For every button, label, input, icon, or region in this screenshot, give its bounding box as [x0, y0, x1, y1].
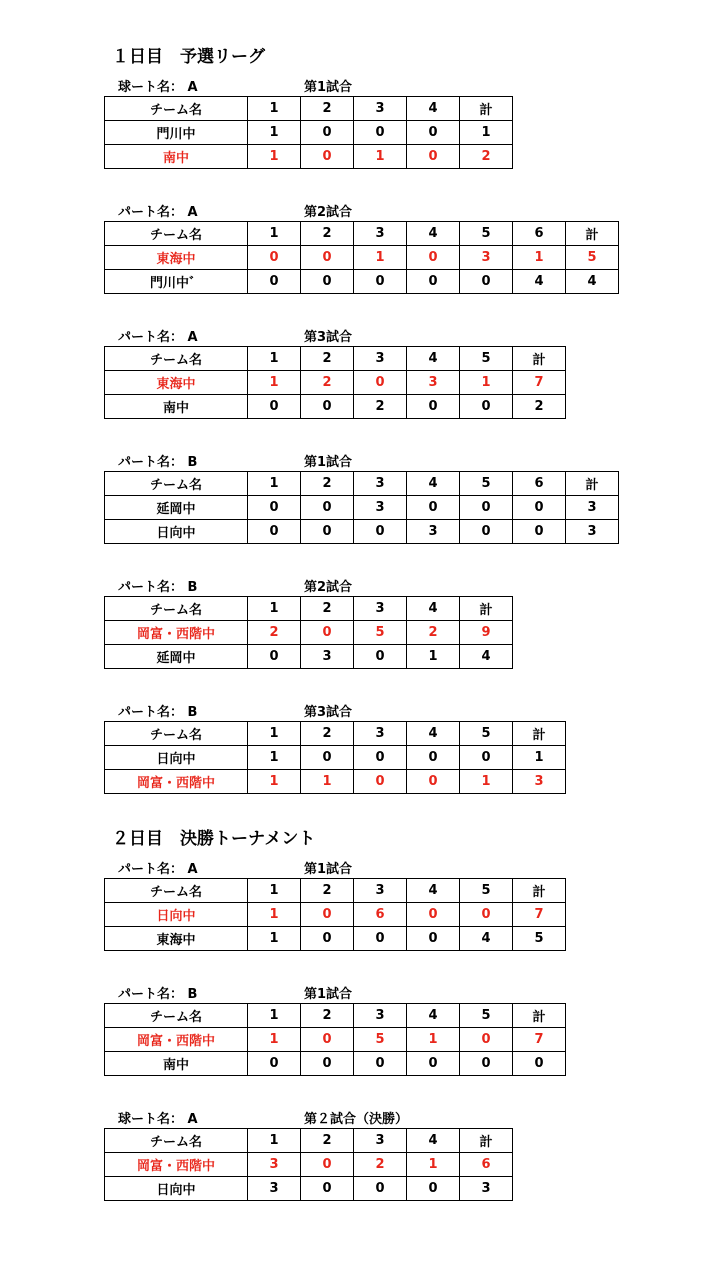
- score-cell: 0: [301, 621, 354, 645]
- inning-header: 計: [513, 347, 566, 371]
- score-cell: 0: [407, 395, 460, 419]
- score-cell: 0: [513, 1052, 566, 1076]
- score-cell: 0: [513, 520, 566, 544]
- team-row: [105, 496, 619, 520]
- score-cell: 0: [460, 496, 513, 520]
- score-cell: 1: [354, 145, 407, 169]
- inning-header: 3: [354, 722, 407, 746]
- score-cell: 0: [460, 270, 513, 294]
- score-cell: 4: [513, 270, 566, 294]
- inning-header: 計: [566, 222, 619, 246]
- team-row: [105, 645, 513, 669]
- inning-header: 1: [248, 97, 301, 121]
- team-name-header: チーム名: [105, 879, 248, 903]
- inning-header: 4: [407, 1004, 460, 1028]
- score-table: [104, 878, 566, 951]
- score-cell: 0: [354, 746, 407, 770]
- team-row: [105, 270, 619, 294]
- inning-header: 3: [354, 597, 407, 621]
- score-cell: 3: [407, 520, 460, 544]
- inning-header: 3: [354, 222, 407, 246]
- game-meta: [104, 699, 566, 721]
- game-block: [104, 574, 513, 669]
- score-cell: 2: [301, 371, 354, 395]
- team-name-header: チーム名: [105, 472, 248, 496]
- winner-row: [105, 1028, 566, 1052]
- team-name-cell: 岡富・西階中: [105, 621, 248, 645]
- score-cell: 2: [460, 145, 513, 169]
- court-label: パート名： B: [118, 580, 198, 595]
- inning-header: 1: [248, 1004, 301, 1028]
- score-table: [104, 1128, 513, 1201]
- inning-header: 5: [460, 722, 513, 746]
- game-label: 第1試合: [304, 987, 353, 1002]
- inning-header: 6: [513, 472, 566, 496]
- score-cell: 0: [407, 145, 460, 169]
- score-cell: 1: [248, 145, 301, 169]
- game-meta: [104, 324, 566, 346]
- inning-header: 計: [566, 472, 619, 496]
- game-meta: [104, 574, 513, 596]
- score-cell: 1: [460, 121, 513, 145]
- inning-header: 5: [460, 347, 513, 371]
- inning-header: 4: [407, 347, 460, 371]
- game-label: 第1試合: [304, 862, 353, 877]
- team-name-cell: 日向中: [105, 1177, 248, 1201]
- score-cell: 1: [460, 770, 513, 794]
- court-label: パート名： A: [118, 862, 198, 877]
- score-cell: 0: [301, 1153, 354, 1177]
- game-block: [104, 1106, 513, 1201]
- inning-header: 2: [301, 1004, 354, 1028]
- inning-header: 4: [407, 597, 460, 621]
- score-cell: 0: [460, 1028, 513, 1052]
- team-row: [105, 121, 513, 145]
- inning-header: 2: [301, 347, 354, 371]
- score-cell: 3: [407, 371, 460, 395]
- score-cell: 0: [407, 246, 460, 270]
- score-cell: 1: [248, 746, 301, 770]
- header-row: [105, 472, 619, 496]
- score-cell: 1: [248, 770, 301, 794]
- score-cell: 0: [354, 927, 407, 951]
- header-row: [105, 1129, 513, 1153]
- inning-header: 3: [354, 472, 407, 496]
- score-cell: 0: [407, 1052, 460, 1076]
- court-label: パート名： B: [118, 987, 198, 1002]
- winner-row: [105, 770, 566, 794]
- score-cell: 5: [354, 621, 407, 645]
- team-row: [105, 1052, 566, 1076]
- winner-row: [105, 246, 619, 270]
- inning-header: 計: [460, 597, 513, 621]
- score-cell: 1: [248, 927, 301, 951]
- score-cell: 6: [354, 903, 407, 927]
- team-name-header: チーム名: [105, 347, 248, 371]
- team-name-cell: 岡富・西階中: [105, 1153, 248, 1177]
- team-name-cell: 延岡中: [105, 496, 248, 520]
- score-table: [104, 346, 566, 419]
- team-name-cell: 南中: [105, 1052, 248, 1076]
- day1-heading: １日目 予選リーグ: [112, 47, 265, 67]
- header-row: [105, 597, 513, 621]
- score-cell: 0: [354, 1177, 407, 1201]
- score-cell: 7: [513, 371, 566, 395]
- score-cell: 0: [407, 1177, 460, 1201]
- score-cell: 7: [513, 903, 566, 927]
- score-cell: 3: [513, 770, 566, 794]
- header-row: [105, 722, 566, 746]
- team-row: [105, 746, 566, 770]
- team-row: [105, 1177, 513, 1201]
- score-table: [104, 596, 513, 669]
- score-cell: 0: [301, 246, 354, 270]
- team-row: [105, 520, 619, 544]
- score-cell: 2: [513, 395, 566, 419]
- score-cell: 3: [248, 1153, 301, 1177]
- score-cell: 0: [248, 395, 301, 419]
- header-row: [105, 879, 566, 903]
- inning-header: 6: [513, 222, 566, 246]
- score-cell: 0: [460, 903, 513, 927]
- score-cell: 0: [301, 746, 354, 770]
- score-cell: 1: [460, 371, 513, 395]
- score-cell: 9: [460, 621, 513, 645]
- score-cell: 0: [407, 927, 460, 951]
- score-cell: 5: [513, 927, 566, 951]
- score-cell: 1: [248, 371, 301, 395]
- team-name-cell: 東海中: [105, 927, 248, 951]
- score-cell: 2: [407, 621, 460, 645]
- score-cell: 0: [407, 270, 460, 294]
- header-row: [105, 347, 566, 371]
- inning-header: 5: [460, 879, 513, 903]
- score-cell: 0: [248, 645, 301, 669]
- inning-header: 1: [248, 347, 301, 371]
- team-name-cell: 延岡中: [105, 645, 248, 669]
- game-block: [104, 74, 513, 169]
- game-label: 第2試合: [304, 580, 353, 595]
- inning-header: 2: [301, 597, 354, 621]
- score-cell: 0: [301, 520, 354, 544]
- inning-header: 計: [460, 97, 513, 121]
- inning-header: 4: [407, 722, 460, 746]
- header-row: [105, 97, 513, 121]
- score-cell: 0: [407, 496, 460, 520]
- score-cell: 1: [248, 121, 301, 145]
- score-cell: 1: [407, 1153, 460, 1177]
- court-label: パート名： A: [118, 330, 198, 345]
- game-meta: [104, 74, 513, 96]
- inning-header: 1: [248, 722, 301, 746]
- inning-header: 1: [248, 597, 301, 621]
- score-cell: 0: [301, 1052, 354, 1076]
- score-cell: 0: [354, 270, 407, 294]
- winner-row: [105, 903, 566, 927]
- team-name-cell: 岡富・西階中: [105, 1028, 248, 1052]
- inning-header: 計: [460, 1129, 513, 1153]
- game-label: 第1試合: [304, 455, 353, 470]
- score-cell: 4: [460, 927, 513, 951]
- game-block: [104, 449, 619, 544]
- score-cell: 2: [354, 395, 407, 419]
- score-table: [104, 721, 566, 794]
- game-block: [104, 856, 566, 951]
- score-cell: 1: [248, 903, 301, 927]
- inning-header: 5: [460, 222, 513, 246]
- score-cell: 3: [248, 1177, 301, 1201]
- game-label: 第1試合: [304, 80, 353, 95]
- team-name-header: チーム名: [105, 1129, 248, 1153]
- team-name-cell: 岡富・西階中: [105, 770, 248, 794]
- score-cell: 5: [566, 246, 619, 270]
- court-label: パート名： B: [118, 705, 198, 720]
- inning-header: 3: [354, 1129, 407, 1153]
- score-cell: 0: [354, 520, 407, 544]
- header-row: [105, 222, 619, 246]
- team-name-cell: 門川中゛: [105, 270, 248, 294]
- score-cell: 0: [460, 1052, 513, 1076]
- score-cell: 0: [407, 770, 460, 794]
- inning-header: 2: [301, 472, 354, 496]
- score-cell: 0: [354, 770, 407, 794]
- score-table: [104, 96, 513, 169]
- score-cell: 0: [301, 1177, 354, 1201]
- inning-header: 5: [460, 472, 513, 496]
- team-name-header: チーム名: [105, 722, 248, 746]
- score-cell: 1: [248, 1028, 301, 1052]
- score-cell: 0: [407, 903, 460, 927]
- score-cell: 0: [248, 520, 301, 544]
- score-cell: 3: [301, 645, 354, 669]
- score-cell: 3: [460, 246, 513, 270]
- court-label: 球ート名： A: [118, 80, 198, 95]
- score-cell: 0: [301, 121, 354, 145]
- team-name-cell: 門川中: [105, 121, 248, 145]
- inning-header: 5: [460, 1004, 513, 1028]
- team-name-cell: 日向中: [105, 903, 248, 927]
- game-block: [104, 981, 566, 1076]
- score-cell: 0: [513, 496, 566, 520]
- inning-header: 4: [407, 472, 460, 496]
- team-row: [105, 395, 566, 419]
- game-block: [104, 199, 619, 294]
- team-name-header: チーム名: [105, 97, 248, 121]
- score-cell: 0: [460, 520, 513, 544]
- game-label: 第3試合: [304, 330, 353, 345]
- inning-header: 1: [248, 879, 301, 903]
- score-cell: 0: [301, 927, 354, 951]
- score-cell: 2: [354, 1153, 407, 1177]
- winner-row: [105, 145, 513, 169]
- score-cell: 1: [407, 645, 460, 669]
- score-cell: 1: [407, 1028, 460, 1052]
- score-cell: 0: [354, 371, 407, 395]
- score-cell: 0: [407, 121, 460, 145]
- inning-header: 1: [248, 222, 301, 246]
- game-meta: [104, 1106, 513, 1128]
- score-cell: 0: [301, 1028, 354, 1052]
- score-cell: 3: [460, 1177, 513, 1201]
- score-cell: 5: [354, 1028, 407, 1052]
- game-meta: [104, 199, 619, 221]
- header-row: [105, 1004, 566, 1028]
- inning-header: 計: [513, 722, 566, 746]
- court-label: パート名： B: [118, 455, 198, 470]
- team-name-header: チーム名: [105, 1004, 248, 1028]
- score-cell: 3: [566, 496, 619, 520]
- score-cell: 0: [301, 270, 354, 294]
- team-name-cell: 南中: [105, 395, 248, 419]
- score-cell: 2: [248, 621, 301, 645]
- score-cell: 0: [354, 121, 407, 145]
- inning-header: 4: [407, 222, 460, 246]
- inning-header: 計: [513, 879, 566, 903]
- score-cell: 0: [248, 270, 301, 294]
- game-meta: [104, 449, 619, 471]
- score-table: [104, 221, 619, 294]
- score-cell: 0: [460, 746, 513, 770]
- score-cell: 6: [460, 1153, 513, 1177]
- score-cell: 0: [301, 395, 354, 419]
- score-cell: 4: [460, 645, 513, 669]
- score-cell: 3: [566, 520, 619, 544]
- score-cell: 0: [248, 246, 301, 270]
- score-table: [104, 471, 619, 544]
- inning-header: 4: [407, 97, 460, 121]
- score-cell: 1: [354, 246, 407, 270]
- game-block: [104, 324, 566, 419]
- game-meta: [104, 856, 566, 878]
- score-cell: 0: [354, 645, 407, 669]
- game-label: 第2試合: [304, 205, 353, 220]
- inning-header: 3: [354, 1004, 407, 1028]
- team-name-cell: 日向中: [105, 746, 248, 770]
- score-cell: 1: [513, 746, 566, 770]
- score-cell: 0: [460, 395, 513, 419]
- inning-header: 1: [248, 1129, 301, 1153]
- inning-header: 4: [407, 1129, 460, 1153]
- score-cell: 0: [407, 746, 460, 770]
- score-cell: 0: [248, 496, 301, 520]
- game-label: 第3試合: [304, 705, 353, 720]
- game-meta: [104, 981, 566, 1003]
- score-cell: 3: [354, 496, 407, 520]
- score-cell: 4: [566, 270, 619, 294]
- team-row: [105, 927, 566, 951]
- inning-header: 2: [301, 222, 354, 246]
- inning-header: 3: [354, 347, 407, 371]
- winner-row: [105, 371, 566, 395]
- score-cell: 0: [301, 903, 354, 927]
- score-cell: 0: [301, 145, 354, 169]
- team-name-header: チーム名: [105, 222, 248, 246]
- score-cell: 7: [513, 1028, 566, 1052]
- inning-header: 3: [354, 879, 407, 903]
- inning-header: 4: [407, 879, 460, 903]
- score-cell: 1: [301, 770, 354, 794]
- score-cell: 0: [248, 1052, 301, 1076]
- score-cell: 0: [354, 1052, 407, 1076]
- inning-header: 2: [301, 1129, 354, 1153]
- team-name-cell: 東海中: [105, 246, 248, 270]
- inning-header: 3: [354, 97, 407, 121]
- score-table: [104, 1003, 566, 1076]
- inning-header: 1: [248, 472, 301, 496]
- day2-heading: ２日目 決勝トーナメント: [112, 829, 316, 849]
- team-name-cell: 南中: [105, 145, 248, 169]
- court-label: パート名： A: [118, 205, 198, 220]
- team-name-header: チーム名: [105, 597, 248, 621]
- team-name-cell: 日向中: [105, 520, 248, 544]
- inning-header: 計: [513, 1004, 566, 1028]
- winner-row: [105, 1153, 513, 1177]
- inning-header: 2: [301, 879, 354, 903]
- court-label: 球ート名： A: [118, 1112, 198, 1127]
- game-block: [104, 699, 566, 794]
- inning-header: 2: [301, 722, 354, 746]
- inning-header: 2: [301, 97, 354, 121]
- team-name-cell: 東海中: [105, 371, 248, 395]
- score-cell: 0: [301, 496, 354, 520]
- score-cell: 1: [513, 246, 566, 270]
- game-label: 第２試合（決勝）: [304, 1112, 409, 1127]
- winner-row: [105, 621, 513, 645]
